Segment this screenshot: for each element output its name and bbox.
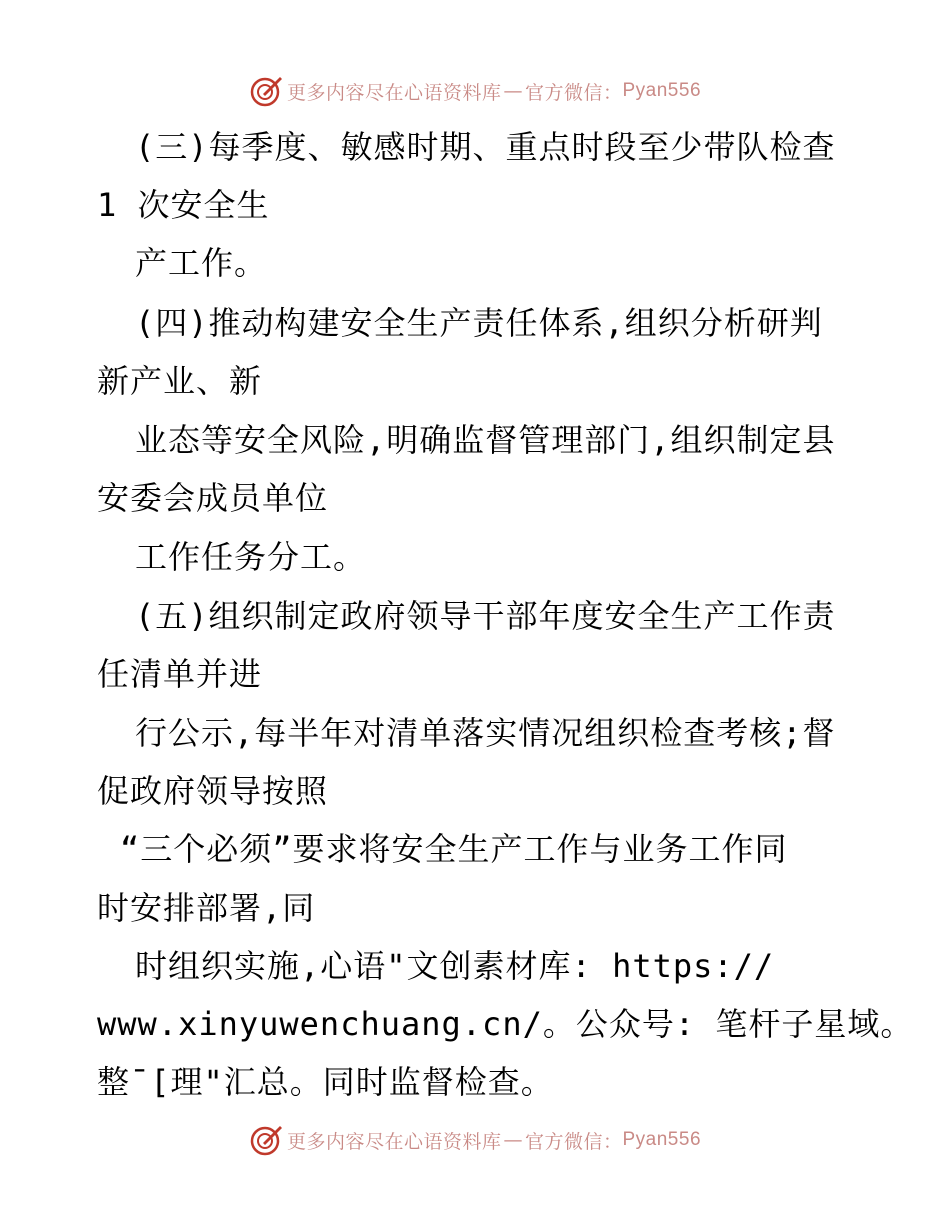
body-line: 促政府领导按照	[97, 772, 329, 810]
body-line: 产工作。	[135, 244, 268, 282]
body-line: 时组织实施,心语"文创素材库: https://	[135, 947, 775, 985]
body-line: 新产业、新	[97, 362, 263, 400]
body-line: 工作任务分工。	[135, 538, 367, 576]
body-line: (四)推动构建安全生产责任体系,组织分析研判	[135, 304, 823, 342]
watermark-id: Pyan556	[622, 80, 702, 101]
watermark-id: Pyan556	[622, 1129, 702, 1150]
body-line: 时安排部署,同	[97, 889, 316, 927]
footer-watermark	[0, 1120, 950, 1160]
body-line: 任清单并进	[97, 655, 263, 693]
watermark-suffix: 官方微信：	[524, 81, 623, 104]
body-line: 安委会成员单位	[97, 479, 329, 517]
body-line: (三)每季度、敏感时期、重点时段至少带队检查	[135, 128, 836, 166]
watermark-text: 更多内容尽在心语资料库	[286, 1130, 502, 1153]
quill-seal-icon	[249, 1123, 283, 1157]
body-line: (五)组织制定政府领导干部年度安全生产工作责	[135, 597, 836, 635]
body-line: “三个必须”要求将安全生产工作与业务工作同	[120, 830, 788, 868]
body-line: 整¯[理"汇总。同时监督检查。	[97, 1063, 554, 1101]
watermark-suffix: 官方微信：	[524, 1130, 623, 1153]
body-line: 行公示,每半年对清单落实情况组织检查考核;督	[135, 714, 836, 752]
body-line: www.xinyuwenchuang.cn/。公众号: 笔杆子星域。	[97, 1005, 914, 1043]
body-line: 业态等安全风险,明确监督管理部门,组织制定县	[135, 421, 836, 459]
watermark-text: 更多内容尽在心语资料库	[286, 81, 502, 104]
watermark-separator: —	[503, 1129, 523, 1151]
body-line: 1 次安全生	[97, 186, 270, 224]
watermark-separator: —	[503, 80, 523, 102]
